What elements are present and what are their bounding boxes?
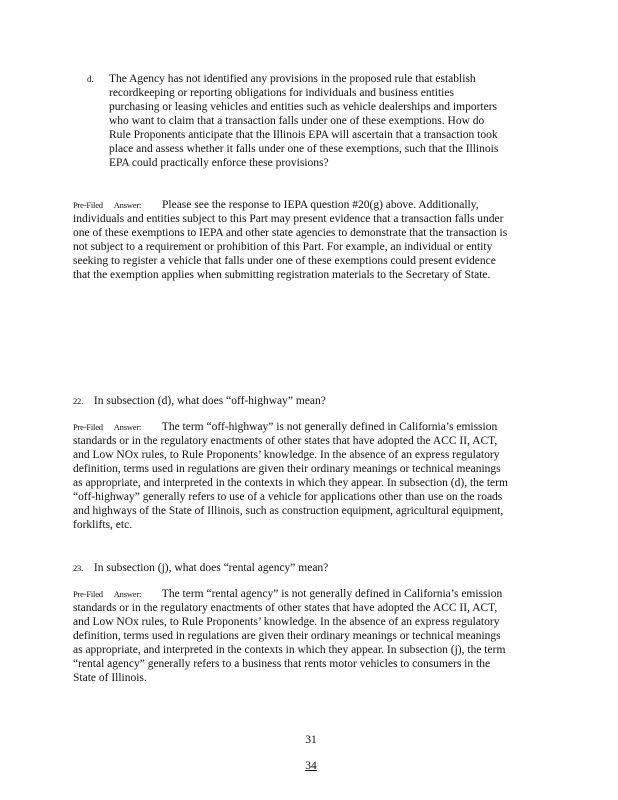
- question-number: 22.: [73, 396, 84, 406]
- question-text: The Agency has not identified any provisions in the proposed rule that establish recordkeeping or reporting obligations for individuals and business entities purchasing or leasing vehicles and entities such as vehicle dealerships and importers who want to claim that a transaction falls under one of these exemptions. How do Rule Proponents anticipate that the Illinois EPA will ascertain that a transaction took place and assess whether it falls under one of these exemptions, such that the Illinois EPA could practically enforce these provisions?: [109, 73, 499, 169]
- prefiled-label: Pre-Filed: [73, 200, 103, 210]
- answer-label: Answer:: [113, 589, 142, 599]
- answer-label: Answer:: [113, 200, 142, 210]
- question-item-d: [87, 72, 507, 170]
- answer-d: [73, 198, 513, 282]
- page-number: 31: [305, 734, 317, 746]
- answer-text: The term “off-highway” is not generally defined in California’s emission standards or in the regulatory enactments of other states that have adopted the ACC II, ACT, and Low NOx rules, to Rule Proponents’ knowledge. In the absence of an express regulatory definition, terms used in regulations are given their ordinary meanings or technical meanings as appropriate, and interpreted in the contexts in which they appear. In subsection (d), the term “off-highway” generally refers to use of a vehicle for applications other than use on the roads and highways of the State of Illinois, such as construction equipment, agricultural equipment, forklifts, etc.: [73, 421, 508, 531]
- answer-23: [73, 587, 513, 685]
- question-number: 23.: [73, 563, 84, 573]
- answer-label: Answer:: [113, 422, 142, 432]
- prefiled-label: Pre-Filed: [73, 589, 103, 599]
- answer-text: The term “rental agency” is not generally defined in California’s emission standards or in the regulatory enactments of other states that have adopted the ACC II, ACT, and Low NOx rules, to Rule Proponents’ knowledge. In the absence of an express regulatory definition, terms used in regulations are given their ordinary meanings or technical meanings as appropriate, and interpreted in the contexts in which they appear. In subsection (j), the term “rental agency” generally refers to a business that rents motor vehicles to consumers in the State of Illinois.: [73, 588, 506, 684]
- question-22: [73, 394, 513, 408]
- question-text: In subsection (d), what does “off-highway” mean?: [93, 395, 326, 407]
- answer-text: Please see the response to IEPA question #20(g) above. Additionally, individuals and entities subject to this Part may present evidence that a transaction falls under one of these exemptions to IEPA and other state agencies to demonstrate that the transaction is not subject to a requirement or prohibition of this Part. For example, an individual or entity seeking to register a vehicle that falls under one of these exemptions could present evidence that the exemption applies when submitting registration materials to the Secretary of State.: [73, 199, 508, 281]
- answer-22: [73, 420, 513, 532]
- prefiled-label: Pre-Filed: [73, 422, 103, 432]
- question-23: [73, 561, 513, 575]
- question-text: In subsection (j), what does “rental agency” mean?: [93, 562, 329, 574]
- exhibit-page-number: 34: [305, 760, 317, 772]
- item-marker: d.: [87, 74, 94, 84]
